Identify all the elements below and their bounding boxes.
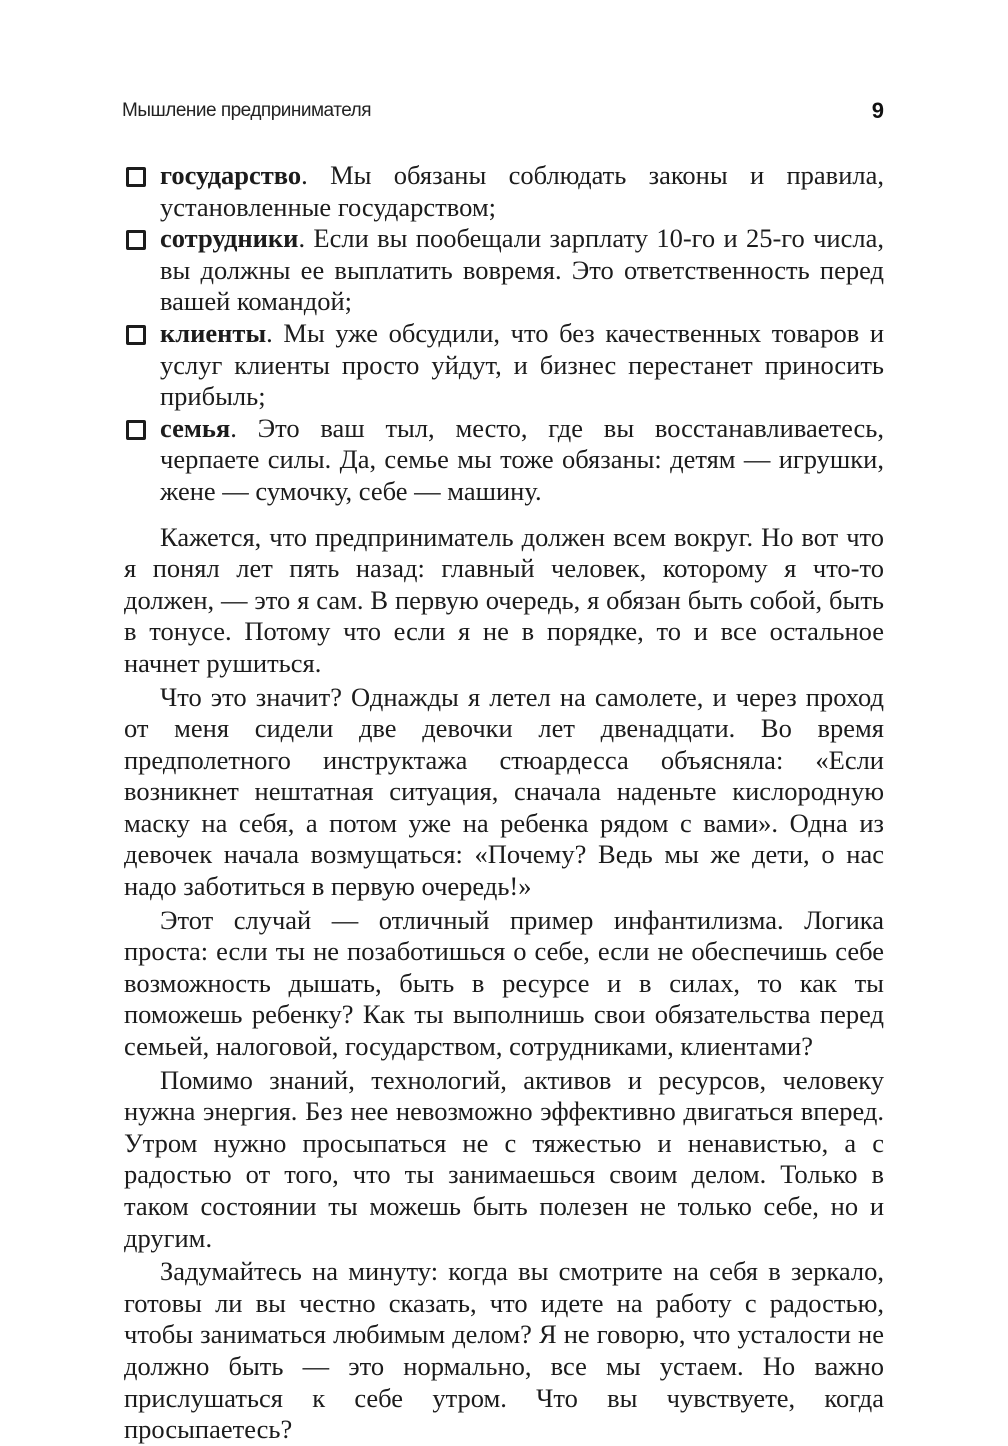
list-item-text: . Если вы пообещали зарплату 10-го и 25-го числа, вы должны ее выплатить вовремя. Это ответственность перед вашей командой; bbox=[160, 223, 884, 317]
checkbox-bullet-icon bbox=[126, 167, 146, 187]
paragraph: Этот случай — отличный пример инфантилизма. Логика проста: если ты не позаботишься о себе, если не обеспечишь себе возможность дышать, быть в ресурсе и в силах, то как ты поможешь ребенку? Как ты выполнишь свои обязательства перед семьей, налоговой, государством, сотрудниками, клиентами? bbox=[124, 904, 884, 1062]
list-item-term: государство bbox=[160, 160, 302, 190]
list-item-text: . Это ваш тыл, место, где вы восстанавливаетесь, черпаете силы. Да, семье мы тоже обязаны: детям — игрушки, жене — сумочку, себе — машину. bbox=[160, 412, 884, 506]
list-item-term: сотрудники bbox=[160, 223, 299, 254]
obligations-list bbox=[124, 160, 884, 508]
page-header bbox=[122, 98, 884, 128]
list-item-text: . Мы уже обсудили, что без качественных товаров и услуг клиенты просто уйдут, и бизнес перестанет приносить прибыль; bbox=[160, 317, 884, 412]
list-item-term: клиенты bbox=[160, 317, 267, 348]
paragraph: Задумайтесь на минуту: когда вы смотрите на себя в зеркало, готовы ли вы честно сказать, что идете на работу с радостью, чтобы заниматься любимым делом? Я не говорю, что усталости не должно быть — это нормально, все мы устаем. Но важно прислушаться к себе утром. Что вы чувствуете, когда просыпаетесь? bbox=[124, 1256, 884, 1445]
checkbox-bullet-icon bbox=[126, 325, 146, 345]
running-title: Мышление предпринимателя bbox=[122, 100, 372, 121]
page-body bbox=[124, 160, 884, 1446]
list-item-term: семья bbox=[160, 412, 231, 443]
paragraph: Помимо знаний, технологий, активов и ресурсов, человеку нужна энергия. Без нее невозможно эффективно двигаться вперед. Утром нужно просыпаться не с тяжестью и ненавистью, а с радостью от того, что ты занимаешься своим делом. Только в таком состоянии ты можешь быть полезен не только себе, но и другим. bbox=[124, 1064, 884, 1253]
list-item bbox=[124, 318, 884, 413]
paragraph: Что это значит? Однажды я летел на самолете, и через проход от меня сидели две девочки лет двенадцати. Во время предполетного инструктажа стюардесса объясняла: «Если возникнет нештатная ситуация, сначала наденьте кислородную маску на себя, а потом уже на ребенка рядом с вами». Одна из девочек начала возмущаться: «Почему? Ведь мы же дети, о нас надо заботиться в первую очередь!» bbox=[124, 681, 884, 902]
paragraph: Кажется, что предприниматель должен всем вокруг. Но вот что я понял лет пять назад: главный человек, которому я что-то должен, — это я сам. В первую очередь, я обязан быть собой, быть в тонусе. Потому что если я не в порядке, то и все остальное начнет рушиться. bbox=[124, 521, 884, 678]
list-item-text: . Мы обязаны соблюдать законы и правила, установленные государством; bbox=[160, 160, 884, 222]
list-item bbox=[124, 413, 884, 508]
checkbox-bullet-icon bbox=[126, 230, 146, 250]
checkbox-bullet-icon bbox=[126, 420, 146, 440]
page-number: 9 bbox=[871, 98, 884, 123]
list-item bbox=[124, 223, 884, 318]
list-item bbox=[124, 160, 884, 223]
